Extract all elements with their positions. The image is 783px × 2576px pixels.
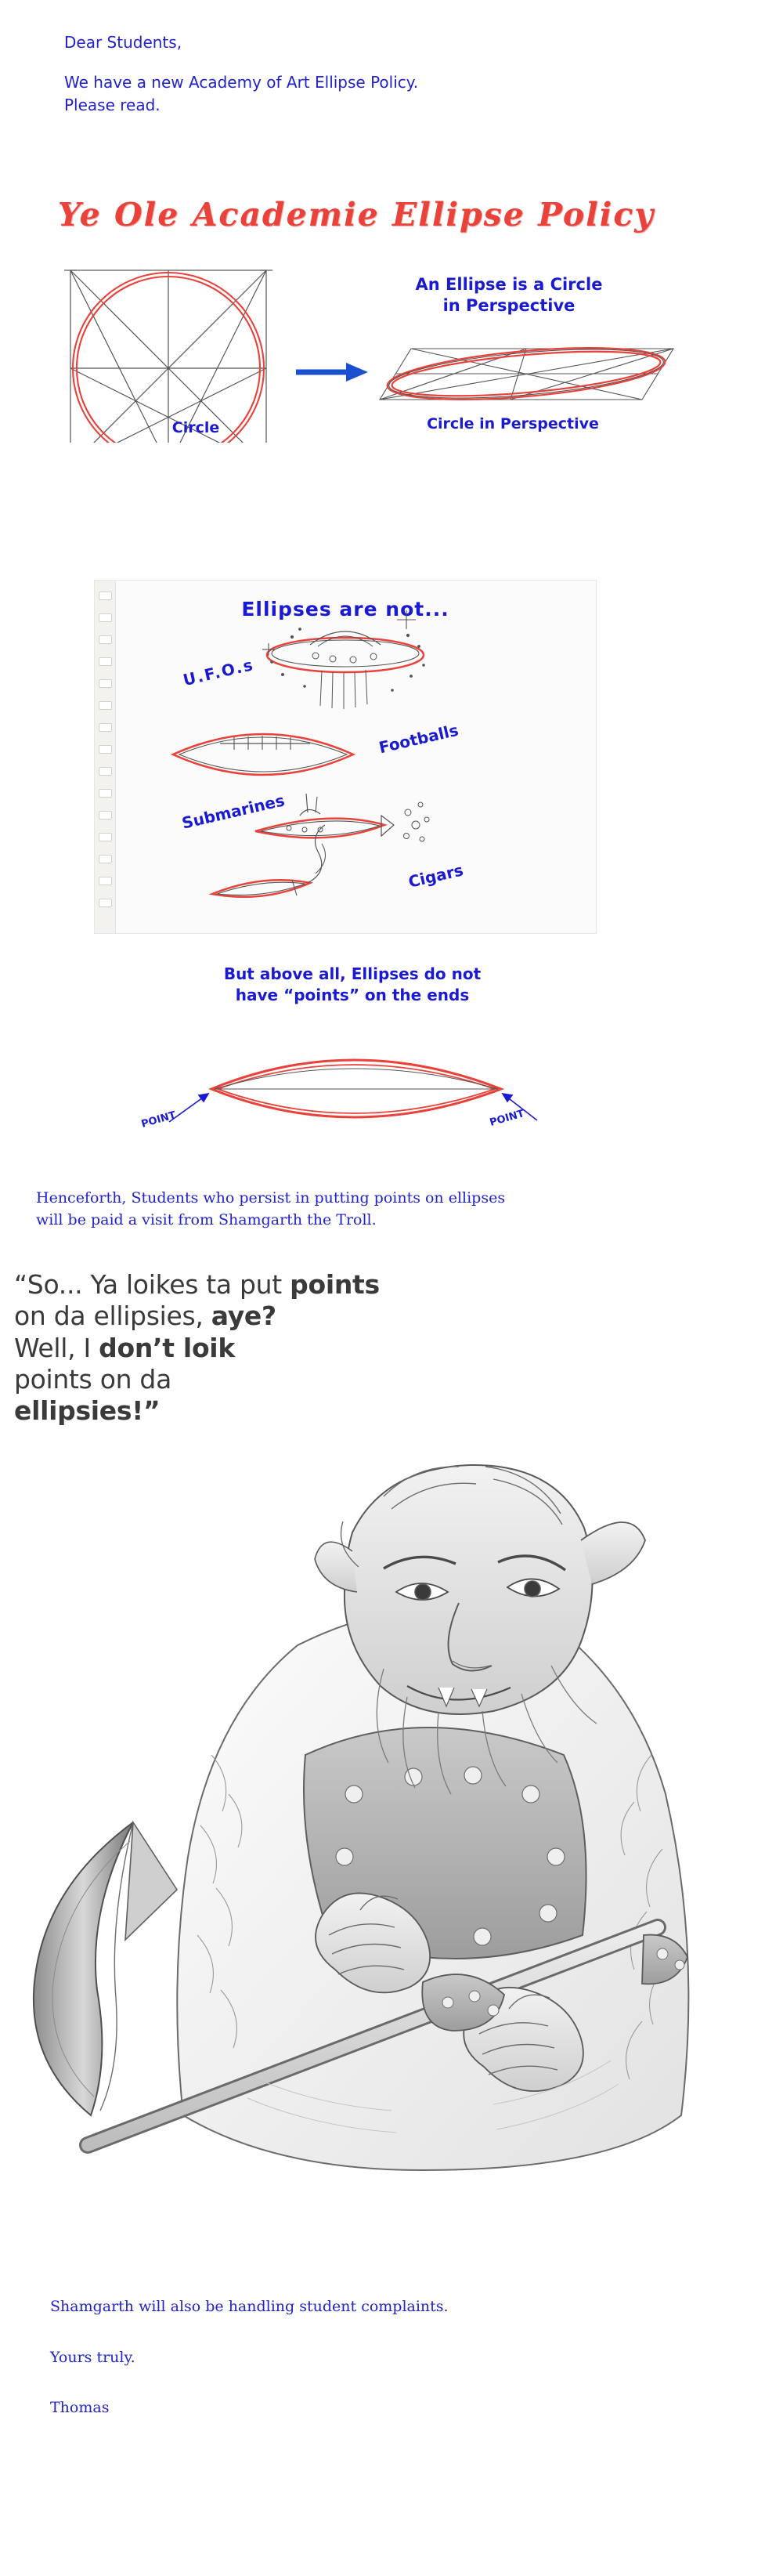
ellipses-are-not-sheet [94,580,597,934]
policy-title-banner: Ye Ole Academie Ellipse Policy [57,196,655,233]
ufo-sketch [262,610,424,709]
quote-line-2-a: on da ellipsies, [14,1301,211,1332]
troll-svg [16,1387,767,2272]
label-cigars: Cigars [406,860,465,892]
closing-line-2: Yours truly. [50,2348,135,2366]
pointed-ellipse-svg [133,1003,572,1183]
closing-signature: Thomas [50,2399,110,2416]
label-circle: Circle [171,419,220,436]
label-circle-in-perspective: Circle in Perspective [427,415,599,432]
intro-salutation: Dear Students, [64,33,182,52]
ellipse-definition-line-2: in Perspective [442,296,576,316]
quote-line-1 [14,1269,453,1301]
label-submarines: Submarines [180,791,287,833]
football-sketch [173,734,353,775]
shamgarth-troll-drawing [16,1387,767,2272]
quote-line-3-a: Well, I [14,1332,99,1363]
quote-line-1-a: “So... Ya loikes ta put [14,1269,290,1300]
quote-line-4-a: points on da [14,1363,172,1395]
no-points-title [133,964,572,1006]
closing-block [50,2296,739,2419]
quote-line-2-b: aye? [211,1301,276,1332]
henceforth-line-2: will be paid a visit from Shamgarth the Troll. [36,1210,377,1228]
label-footballs: Footballs [377,720,460,758]
quote-line-1-b: points [290,1269,380,1300]
label-ufos: U.F.O.s [181,654,256,690]
quote-line-3-b: don’t loik [99,1332,235,1363]
quote-line-3 [14,1333,453,1364]
henceforth-line-1: Henceforth, Students who persist in putting points on ellipses [36,1189,506,1207]
circle-perspective-diagram [47,255,697,443]
closing-line-1: Shamgarth will also be handling student complaints. [50,2298,449,2315]
label-point-left: POINT [139,1109,178,1131]
intro-spacer [64,54,418,71]
label-point-right: POINT [488,1108,526,1129]
ellipses-are-not-sketches [95,581,596,933]
ellipse-definition-line-1: An Ellipse is a Circle [415,275,603,294]
quote-line-2 [14,1301,453,1332]
no-points-title-line-2: have “points” on the ends [235,986,470,1004]
arrow-icon [296,363,368,382]
quote-line-5-b: ellipsies!” [14,1395,161,1426]
no-points-title-line-1: But above all, Ellipses do not [223,964,482,983]
ellipse-definition-heading [376,274,642,317]
intro-letter [64,31,418,117]
no-points-diagram [133,964,572,1167]
intro-body-line-1: We have a new Academy of Art Ellipse Policy. [64,73,419,92]
ellipses-are-not-title: Ellipses are not... [241,598,449,620]
henceforth-paragraph [36,1188,725,1231]
intro-body-line-2: Please read. [64,96,161,114]
